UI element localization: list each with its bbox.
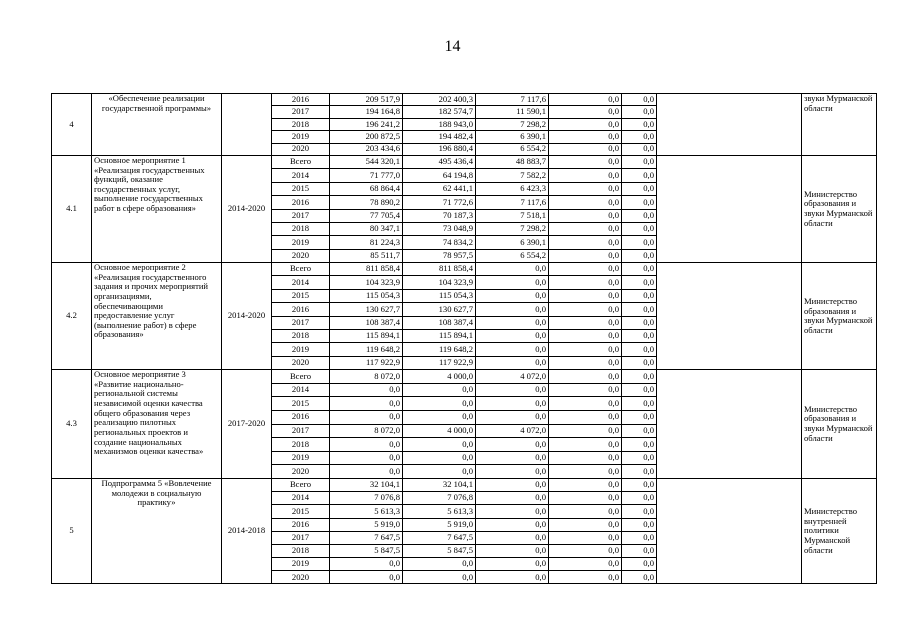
value-cell: 209 517,9: [330, 94, 403, 106]
value-cell: 0,0: [476, 343, 549, 356]
value-cell: 0,0: [549, 558, 622, 571]
value-cell: 544 320,1: [330, 155, 403, 168]
year-cell: 2017: [272, 531, 330, 544]
value-cell: 0,0: [622, 330, 657, 343]
year-cell: 2020: [272, 143, 330, 155]
value-cell: 48 883,7: [476, 155, 549, 168]
value-cell: 0,0: [549, 182, 622, 195]
value-cell: 0,0: [622, 397, 657, 411]
section-number: 4.3: [52, 370, 92, 479]
year-cell: 2018: [272, 118, 330, 130]
year-cell: 2015: [272, 182, 330, 195]
value-cell: 0,0: [549, 316, 622, 329]
value-cell: 0,0: [476, 410, 549, 424]
year-cell: 2019: [272, 558, 330, 571]
value-cell: 4 072,0: [476, 424, 549, 438]
value-cell: 7 518,1: [476, 209, 549, 222]
value-cell: 0,0: [622, 143, 657, 155]
value-cell: 5 613,3: [330, 505, 403, 518]
value-cell: 119 648,2: [330, 343, 403, 356]
year-cell: 2018: [272, 438, 330, 452]
value-cell: 0,0: [549, 118, 622, 130]
value-cell: 0,0: [476, 531, 549, 544]
value-cell: 200 872,5: [330, 131, 403, 143]
value-cell: 0,0: [622, 155, 657, 168]
value-cell: 0,0: [476, 478, 549, 491]
year-cell: 2015: [272, 289, 330, 302]
value-cell: 0,0: [622, 370, 657, 384]
value-cell: 194 482,4: [403, 131, 476, 143]
value-cell: 115 894,1: [330, 330, 403, 343]
indicator-cell: [657, 263, 802, 370]
value-cell: 6 554,2: [476, 143, 549, 155]
value-cell: 0,0: [549, 571, 622, 584]
value-cell: 62 441,1: [403, 182, 476, 195]
value-cell: 115 054,3: [330, 289, 403, 302]
value-cell: 0,0: [622, 571, 657, 584]
value-cell: 80 347,1: [330, 222, 403, 235]
year-cell: Всего: [272, 370, 330, 384]
value-cell: 117 922,9: [330, 356, 403, 369]
value-cell: 0,0: [330, 397, 403, 411]
value-cell: 0,0: [549, 330, 622, 343]
value-cell: 202 400,3: [403, 94, 476, 106]
section-number: 5: [52, 478, 92, 584]
section-name: Основное мероприятие 2 «Реализация государственного задания и прочих мероприятий организациями, обеспечивающими предоставление услуг (выполнение работ) в сфере образования»: [92, 263, 222, 370]
value-cell: 0,0: [549, 492, 622, 505]
value-cell: 0,0: [549, 544, 622, 557]
value-cell: 64 194,8: [403, 169, 476, 182]
value-cell: 0,0: [330, 438, 403, 452]
value-cell: 0,0: [476, 492, 549, 505]
value-cell: 0,0: [549, 438, 622, 452]
value-cell: 0,0: [622, 106, 657, 118]
value-cell: 0,0: [622, 276, 657, 289]
value-cell: 0,0: [476, 356, 549, 369]
page-number: 14: [444, 38, 461, 55]
section-name: «Обеспечение реализации государственной программы»: [92, 94, 222, 156]
value-cell: 78 957,5: [403, 249, 476, 262]
year-cell: 2020: [272, 571, 330, 584]
value-cell: 115 054,3: [403, 289, 476, 302]
value-cell: 0,0: [622, 222, 657, 235]
value-cell: 0,0: [403, 465, 476, 479]
value-cell: 0,0: [549, 236, 622, 249]
value-cell: 0,0: [330, 451, 403, 465]
value-cell: 0,0: [403, 571, 476, 584]
table-row: [52, 155, 877, 168]
indicator-cell: [657, 155, 802, 262]
value-cell: 8 072,0: [330, 370, 403, 384]
table-row: [52, 94, 877, 106]
value-cell: 7 298,2: [476, 222, 549, 235]
year-cell: Всего: [272, 263, 330, 276]
executor-cell: Министерство образования и звуки Мурманской области: [802, 155, 877, 262]
value-cell: 182 574,7: [403, 106, 476, 118]
value-cell: 0,0: [549, 343, 622, 356]
value-cell: 0,0: [549, 106, 622, 118]
value-cell: 78 890,2: [330, 196, 403, 209]
value-cell: 4 000,0: [403, 370, 476, 384]
value-cell: 0,0: [403, 383, 476, 397]
value-cell: 0,0: [476, 316, 549, 329]
value-cell: 495 436,4: [403, 155, 476, 168]
value-cell: 104 323,9: [330, 276, 403, 289]
value-cell: 194 164,8: [330, 106, 403, 118]
value-cell: 0,0: [622, 383, 657, 397]
value-cell: 0,0: [549, 289, 622, 302]
value-cell: 4 072,0: [476, 370, 549, 384]
value-cell: 0,0: [549, 397, 622, 411]
value-cell: 0,0: [549, 451, 622, 465]
value-cell: 0,0: [476, 518, 549, 531]
value-cell: 811 858,4: [330, 263, 403, 276]
value-cell: 0,0: [403, 438, 476, 452]
value-cell: 0,0: [549, 424, 622, 438]
year-cell: 2014: [272, 492, 330, 505]
table-row: [52, 370, 877, 384]
value-cell: 104 323,9: [403, 276, 476, 289]
value-cell: 0,0: [549, 505, 622, 518]
value-cell: 81 224,3: [330, 236, 403, 249]
value-cell: 119 648,2: [403, 343, 476, 356]
value-cell: 0,0: [622, 182, 657, 195]
value-cell: 0,0: [622, 169, 657, 182]
year-cell: 2018: [272, 544, 330, 557]
value-cell: 0,0: [549, 131, 622, 143]
value-cell: 0,0: [549, 196, 622, 209]
section-number: 4.1: [52, 155, 92, 262]
year-cell: 2017: [272, 106, 330, 118]
value-cell: 0,0: [549, 155, 622, 168]
value-cell: 0,0: [403, 558, 476, 571]
value-cell: 0,0: [622, 410, 657, 424]
value-cell: 0,0: [622, 451, 657, 465]
year-cell: 2016: [272, 196, 330, 209]
value-cell: 0,0: [622, 303, 657, 316]
year-cell: 2019: [272, 236, 330, 249]
value-cell: 130 627,7: [330, 303, 403, 316]
value-cell: 0,0: [549, 169, 622, 182]
year-cell: 2017: [272, 209, 330, 222]
value-cell: 811 858,4: [403, 263, 476, 276]
value-cell: 71 777,0: [330, 169, 403, 182]
indicator-cell: [657, 478, 802, 584]
value-cell: 0,0: [549, 249, 622, 262]
value-cell: 7 298,2: [476, 118, 549, 130]
value-cell: 0,0: [622, 558, 657, 571]
value-cell: 0,0: [549, 303, 622, 316]
year-cell: 2018: [272, 222, 330, 235]
value-cell: 0,0: [330, 383, 403, 397]
year-cell: 2018: [272, 330, 330, 343]
value-cell: 0,0: [476, 397, 549, 411]
value-cell: 0,0: [330, 465, 403, 479]
value-cell: 5 613,3: [403, 505, 476, 518]
value-cell: 7 582,2: [476, 169, 549, 182]
value-cell: 0,0: [476, 263, 549, 276]
value-cell: 71 772,6: [403, 196, 476, 209]
value-cell: 7 076,8: [403, 492, 476, 505]
value-cell: 196 880,4: [403, 143, 476, 155]
year-cell: 2015: [272, 397, 330, 411]
value-cell: 0,0: [476, 465, 549, 479]
value-cell: 0,0: [622, 424, 657, 438]
value-cell: 0,0: [403, 410, 476, 424]
section-name: Основное мероприятие 3 «Развитие национально-региональной системы независимой оценки качества общего образования через реализацию пилотных региональных проектов и создание национальных механизмов оценки качества»: [92, 370, 222, 479]
value-cell: 0,0: [622, 316, 657, 329]
value-cell: 0,0: [549, 370, 622, 384]
year-cell: 2019: [272, 131, 330, 143]
value-cell: 0,0: [622, 544, 657, 557]
year-cell: 2016: [272, 94, 330, 106]
value-cell: 0,0: [549, 222, 622, 235]
year-cell: 2020: [272, 249, 330, 262]
value-cell: 0,0: [622, 518, 657, 531]
indicator-cell: [657, 94, 802, 156]
section-period: 2014-2020: [222, 263, 272, 370]
value-cell: 0,0: [476, 451, 549, 465]
value-cell: 85 511,7: [330, 249, 403, 262]
value-cell: 73 048,9: [403, 222, 476, 235]
value-cell: 0,0: [622, 118, 657, 130]
table-row: [52, 478, 877, 491]
value-cell: 0,0: [403, 451, 476, 465]
year-cell: 2014: [272, 169, 330, 182]
year-cell: 2014: [272, 276, 330, 289]
value-cell: 68 864,4: [330, 182, 403, 195]
section-period: [222, 94, 272, 156]
value-cell: 6 423,3: [476, 182, 549, 195]
value-cell: 0,0: [622, 289, 657, 302]
value-cell: 6 390,1: [476, 236, 549, 249]
value-cell: 0,0: [549, 276, 622, 289]
value-cell: 0,0: [549, 478, 622, 491]
value-cell: 0,0: [476, 330, 549, 343]
value-cell: 0,0: [476, 505, 549, 518]
value-cell: 115 894,1: [403, 330, 476, 343]
year-cell: 2017: [272, 424, 330, 438]
value-cell: 70 187,3: [403, 209, 476, 222]
year-cell: 2020: [272, 465, 330, 479]
year-cell: 2015: [272, 505, 330, 518]
value-cell: 5 847,5: [330, 544, 403, 557]
value-cell: 0,0: [330, 558, 403, 571]
value-cell: 0,0: [549, 209, 622, 222]
value-cell: 188 943,0: [403, 118, 476, 130]
value-cell: 0,0: [622, 196, 657, 209]
value-cell: 0,0: [622, 249, 657, 262]
table-row: [52, 263, 877, 276]
value-cell: 0,0: [549, 531, 622, 544]
value-cell: 117 922,9: [403, 356, 476, 369]
value-cell: 5 919,0: [403, 518, 476, 531]
value-cell: 0,0: [622, 263, 657, 276]
value-cell: 77 705,4: [330, 209, 403, 222]
executor-cell: Министерство внутренней политики Мурманской области: [802, 478, 877, 584]
year-cell: 2016: [272, 303, 330, 316]
value-cell: 11 590,1: [476, 106, 549, 118]
value-cell: 7 647,5: [403, 531, 476, 544]
value-cell: 108 387,4: [330, 316, 403, 329]
value-cell: 0,0: [622, 505, 657, 518]
value-cell: 8 072,0: [330, 424, 403, 438]
value-cell: 196 241,2: [330, 118, 403, 130]
value-cell: 0,0: [476, 303, 549, 316]
value-cell: 0,0: [549, 383, 622, 397]
value-cell: 0,0: [476, 276, 549, 289]
value-cell: 0,0: [476, 544, 549, 557]
value-cell: 5 919,0: [330, 518, 403, 531]
value-cell: 7 647,5: [330, 531, 403, 544]
value-cell: 0,0: [622, 236, 657, 249]
value-cell: 0,0: [403, 397, 476, 411]
value-cell: 5 847,5: [403, 544, 476, 557]
value-cell: 4 000,0: [403, 424, 476, 438]
value-cell: 0,0: [330, 410, 403, 424]
value-cell: 130 627,7: [403, 303, 476, 316]
value-cell: 0,0: [330, 571, 403, 584]
value-cell: 0,0: [622, 465, 657, 479]
value-cell: 6 554,2: [476, 249, 549, 262]
value-cell: 0,0: [622, 356, 657, 369]
section-name: Основное мероприятие 1 «Реализация государственных функций, оказание государственных услуг, выполнение государственных работ в сфере образования»: [92, 155, 222, 262]
year-cell: 2016: [272, 410, 330, 424]
value-cell: 0,0: [549, 356, 622, 369]
value-cell: 0,0: [476, 571, 549, 584]
budget-table: [51, 93, 877, 584]
value-cell: 0,0: [476, 383, 549, 397]
value-cell: 203 434,6: [330, 143, 403, 155]
value-cell: 0,0: [622, 94, 657, 106]
value-cell: 0,0: [622, 131, 657, 143]
value-cell: 7 076,8: [330, 492, 403, 505]
year-cell: 2019: [272, 451, 330, 465]
value-cell: 0,0: [622, 492, 657, 505]
executor-cell: Министерство образования и звуки Мурманской области: [802, 370, 877, 479]
value-cell: 0,0: [622, 478, 657, 491]
value-cell: 108 387,4: [403, 316, 476, 329]
value-cell: 7 117,6: [476, 94, 549, 106]
executor-cell: Министерство образования и звуки Мурманской области: [802, 263, 877, 370]
indicator-cell: [657, 370, 802, 479]
year-cell: 2014: [272, 383, 330, 397]
value-cell: 0,0: [549, 518, 622, 531]
value-cell: 74 834,2: [403, 236, 476, 249]
value-cell: 0,0: [476, 438, 549, 452]
value-cell: 0,0: [622, 438, 657, 452]
value-cell: 0,0: [549, 465, 622, 479]
value-cell: 32 104,1: [330, 478, 403, 491]
value-cell: 32 104,1: [403, 478, 476, 491]
value-cell: 0,0: [549, 410, 622, 424]
section-period: 2017-2020: [222, 370, 272, 479]
value-cell: 0,0: [622, 343, 657, 356]
value-cell: 6 390,1: [476, 131, 549, 143]
value-cell: 0,0: [476, 558, 549, 571]
year-cell: 2016: [272, 518, 330, 531]
year-cell: Всего: [272, 478, 330, 491]
year-cell: 2017: [272, 316, 330, 329]
value-cell: 7 117,6: [476, 196, 549, 209]
value-cell: 0,0: [549, 94, 622, 106]
section-period: 2014-2018: [222, 478, 272, 584]
year-cell: 2019: [272, 343, 330, 356]
value-cell: 0,0: [549, 143, 622, 155]
year-cell: Всего: [272, 155, 330, 168]
section-number: 4.2: [52, 263, 92, 370]
value-cell: 0,0: [476, 289, 549, 302]
value-cell: 0,0: [549, 263, 622, 276]
section-name: Подпрограмма 5 «Вовлечение молодежи в социальную практику»: [92, 478, 222, 584]
year-cell: 2020: [272, 356, 330, 369]
executor-cell: звуки Мурманской области: [802, 94, 877, 156]
value-cell: 0,0: [622, 531, 657, 544]
section-number: 4: [52, 94, 92, 156]
value-cell: 0,0: [622, 209, 657, 222]
section-period: 2014-2020: [222, 155, 272, 262]
